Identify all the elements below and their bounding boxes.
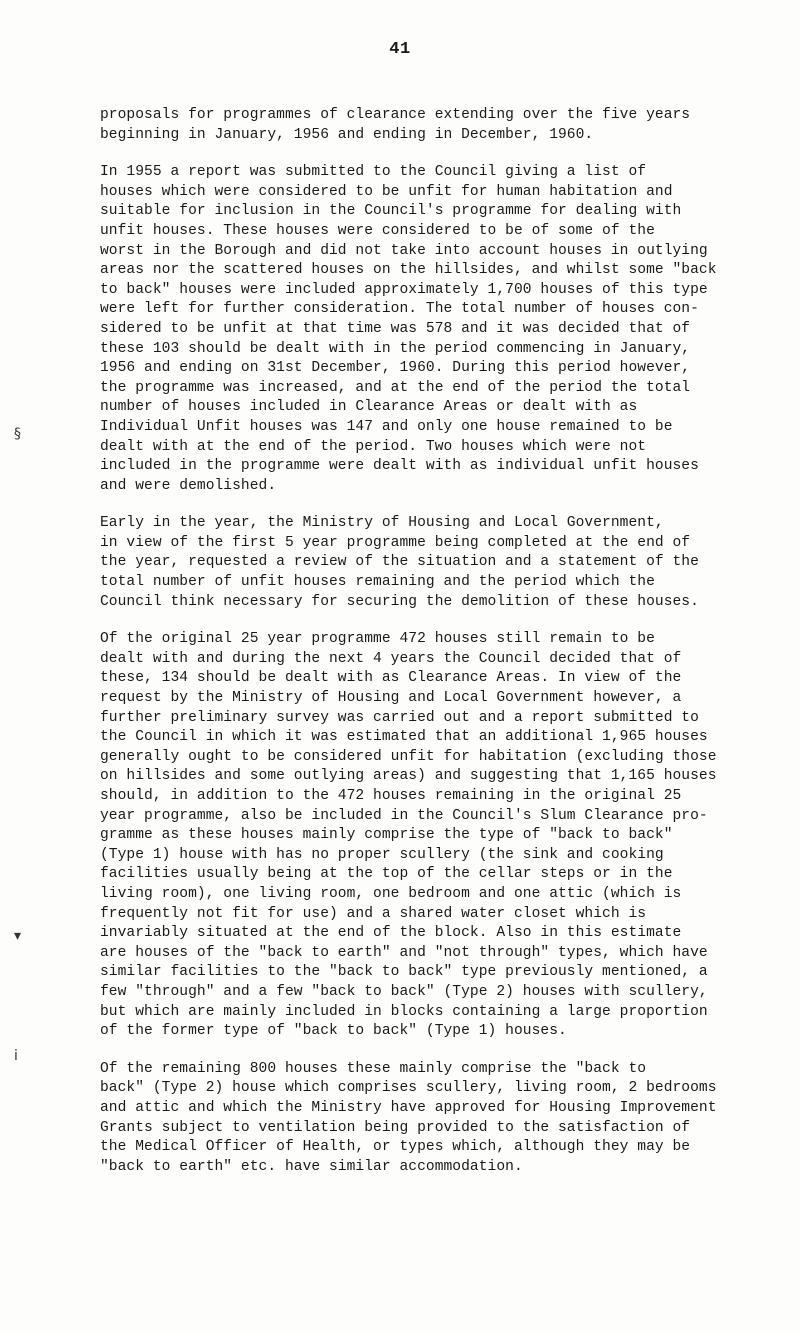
- body-text: [100, 106, 730, 1195]
- paragraph-25-year-programme: Of the original 25 year programme 472 houses still remain to be dealt with and during the next 4 years the Council decided that of these, 134 should be dealt with as Clearance Areas. In view of the request by the Ministry of Housing and Local Government however, a further preliminary survey was carried out and a report submitted to the Council in which it was estimated that an additional 1,965 houses generally ought to be considered unfit for habitation (excluding those on hillsides and some outlying areas) and suggesting that 1,165 houses should, in addition to the 472 houses remaining in the original 25 year programme, also be included in the Council's Slum Clearance pro- gramme as these houses mainly comprise the type of "back to back" (Type 1) house with has no proper scullery (the sink and cooking facilities usually being at the top of the cellar steps or in the living room), one living room, one bedroom and one attic (which is frequently not fit for use) and a shared water closet which is invariably situated at the end of the block. Also in this estimate are houses of the "back to earth" and "not through" types, which have similar facilities to the "back to back" type previously mentioned, a few "through" and a few "back to back" (Type 2) houses with scullery, but which are mainly included in blocks containing a large proportion of the former type of "back to back" (Type 1) houses.: [100, 631, 717, 1040]
- paragraph-intro: proposals for programmes of clearance extending over the five years beginning in January, 1956 and ending in December, 1960.: [100, 107, 691, 143]
- margin-mark: ▾: [14, 928, 22, 944]
- paragraph-1955-report: In 1955 a report was submitted to the Council giving a list of houses which were considered to be unfit for human habitation and suitable for inclusion in the Council's programme for dealing with unfit houses. These houses were considered to be of some of the worst in the Borough and did not take into account houses in outlying areas nor the scattered houses on the hillsides, and whilst some "back to back" houses were included approximately 1,700 houses of this type were left for further consideration. The total number of houses con- sidered to be unfit at that time was 578 and it was decided that of these 103 should be dealt with in the period commencing in January, 1956 and ending on 31st December, 1960. During this period however, the programme was increased, and at the end of the period the total number of houses included in Clearance Areas or dealt with as Individual Unfit houses was 147 and only one house remained to be dealt with at the end of the period. Two houses which were not included in the programme were dealt with as individual unfit houses and were demolished.: [100, 164, 717, 494]
- margin-mark: ⅰ: [14, 1048, 18, 1064]
- margin-mark: §: [14, 426, 21, 442]
- paragraph-remaining-houses: Of the remaining 800 houses these mainly comprise the "back to back" (Type 2) house which comprises scullery, living room, 2 bedrooms and attic and which the Ministry have approved for Housing Improvement Grants subject to ventilation being provided to the satisfaction of the Medical Officer of Health, or types which, although they may be "back to earth" etc. have similar accommodation.: [100, 1060, 717, 1175]
- page-number: 41: [389, 40, 411, 59]
- paragraph-ministry-review: Early in the year, the Ministry of Housing and Local Government, in view of the first 5 year programme being completed at the end of the year, requested a review of the situation and a statement of the total number of unfit houses remaining and the period which the Council think necessary for securing the demolition of these houses.: [100, 515, 699, 610]
